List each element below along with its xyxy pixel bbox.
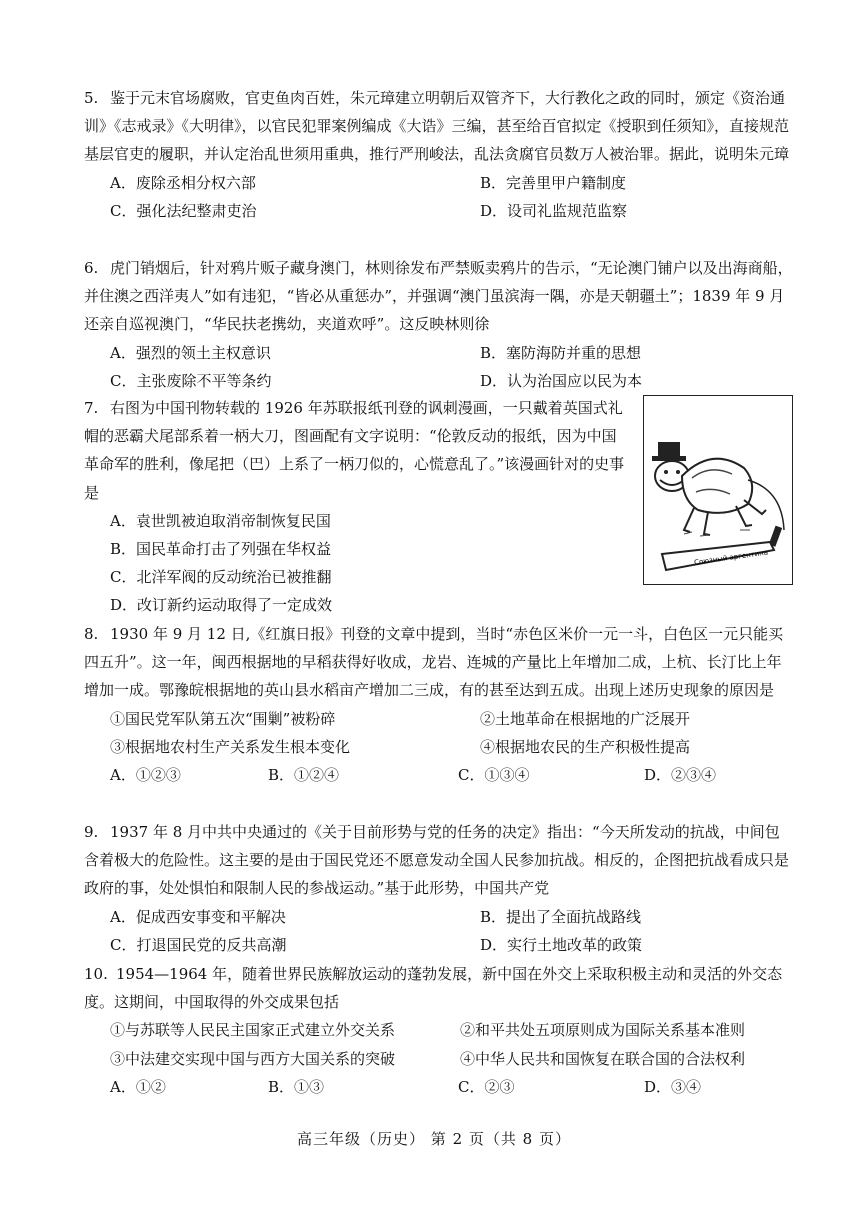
options [84,507,629,620]
statement-items [84,705,794,761]
question-stem [84,254,794,339]
option-a: A．①②③ [110,766,181,785]
option-d: D．③④ [644,1077,702,1096]
question-number: 9. [84,823,99,841]
option-b: B．①②④ [268,766,340,785]
statement-2: ②土地革命在根据地的广泛展开 [480,709,691,728]
option-b: B．国民革命打击了列强在华权益 [110,540,332,559]
blade-inscription: Союзный аргентина [693,548,769,567]
option-d: D．设司礼监规范监察 [480,201,628,220]
statement-1: ①国民党军队第五次“围剿”被粉碎 [110,709,336,728]
option-b: B．完善里甲户籍制度 [480,173,627,192]
question-stem [84,394,629,507]
page-footer: 高三年级（历史） 第 2 页（共 8 页） [297,1130,571,1148]
question-stem [84,620,794,705]
question-number: 5. [84,89,99,107]
question-number: 6. [84,259,99,277]
option-b: B．提出了全面抗战路线 [480,907,642,926]
cartoon-image [643,395,793,585]
question-10 [84,960,794,1101]
option-a: A．促成西安事变和平解决 [110,907,286,926]
option-a: A．袁世凯被迫取消帝制恢复民国 [110,511,331,530]
question-9 [84,818,794,959]
option-b: B．塞防海防并重的思想 [480,343,642,362]
question-stem [84,84,794,169]
question-5 [84,84,794,225]
options [84,1073,794,1101]
question-text: 右图为中国刊物转载的 1926 年苏联报纸刊登的讽刺漫画，一只戴着英国式礼帽的恶霸犬尾部系着一柄大刀，图画配有文字说明：“伦敦反动的报纸，因为中国革命军的胜利，像尾把（巴）上系了一柄刀似的，心慌意乱了。”该漫画针对的史事是 [84,399,625,502]
option-c: C．强化法纪整肃吏治 [110,201,257,220]
question-number: 8. [84,625,99,643]
question-7 [84,394,629,620]
question-6 [84,254,794,395]
option-d: D．实行土地改革的政策 [480,935,643,954]
option-d: D．改订新约运动取得了一定成效 [110,596,333,615]
option-c: C．①③④ [458,766,530,785]
question-text: 1937 年 8 月中共中央通过的《关于目前形势与党的任务的决定》指出：“今天所发动的抗战，中间包含着极大的危险性。这主要的是由于国民党还不愿意发动全国人民参加抗战。相反的，企图把抗战看成只是政府的事，处处惧怕和限制人民的参战运动。”基于此形势，中国共产党 [84,823,790,898]
option-a: A．废除丞相分权六部 [110,173,256,192]
options [84,339,794,395]
statement-4: ④根据地农民的生产积极性提高 [480,737,691,756]
statement-3: ③根据地农村生产关系发生根本变化 [110,737,351,756]
statement-2: ②和平共处五项原则成为国际关系基本准则 [460,1021,746,1040]
bulldog-cartoon-icon [644,396,792,584]
option-a: A．①② [110,1077,166,1096]
options [84,761,794,789]
option-d: D．②③④ [644,766,717,785]
statement-3: ③中法建交实现中国与西方大国关系的突破 [110,1049,396,1068]
question-text: 鉴于元末官场腐败，官吏鱼肉百姓，朱元璋建立明朝后双管齐下，大行教化之政的同时，颁定《资治通训》《志戒录》《大明律》，以官民犯罪案例编成《大诰》三编，甚至给百官拟定《授职到任须知》，直接规范基层官吏的履职，并认定治乱世须用重典，推行严刑峻法，乱法贪腐官员数万人被治罪。据此，说明朱元璋 [84,89,790,164]
option-a: A．强烈的领土主权意识 [110,343,271,362]
options [84,169,794,225]
option-b: B．①③ [268,1077,325,1096]
options [84,903,794,959]
question-text: 1954—1964 年，随着世界民族解放运动的蓬勃发展，新中国在外交上采取积极主动和灵活的外交态度。这期间，中国取得的外交成果包括 [84,965,783,1012]
question-stem [84,818,794,903]
option-c: C．②③ [458,1077,515,1096]
question-stem [84,960,794,1016]
option-c: C．打退国民党的反共高潮 [110,935,287,954]
statement-1: ①与苏联等人民民主国家正式建立外交关系 [110,1021,396,1040]
question-8 [84,620,794,789]
option-c: C．主张废除不平等条约 [110,371,272,390]
statement-items [84,1016,794,1072]
statement-4: ④中华人民共和国恢复在联合国的合法权利 [460,1049,746,1068]
question-number: 10. [84,965,108,983]
option-c: C．北洋军阀的反动统治已被推翻 [110,568,332,587]
question-text: 虎门销烟后，针对鸦片贩子藏身澳门，林则徐发布严禁贩卖鸦片的告示，“无论澳门铺户以及出海商船，并住澳之西洋夷人”如有违犯，“皆必从重惩办”，并强调“澳门虽滨海一隅，亦是天朝疆土”；1839 年 9 月还亲自巡视澳门，“华民扶老携幼，夹道欢呼”。这反映林则徐 [84,259,793,334]
option-d: D．认为治国应以民为本 [480,371,643,390]
question-number: 7. [84,399,99,417]
question-text: 1930 年 9 月 12 日,《红旗日报》刊登的文章中提到，当时“赤色区米价一元一斗，白色区一元只能买四五升”。这一年，闽西根据地的早稻获得好收成，龙岩、连城的产量比上年增加二成，上杭、长汀比上年增加一成。鄂豫皖根据地的英山县水稻亩产增加二三成，有的甚至达到五成。出现上述历史现象的原因是 [84,625,784,700]
